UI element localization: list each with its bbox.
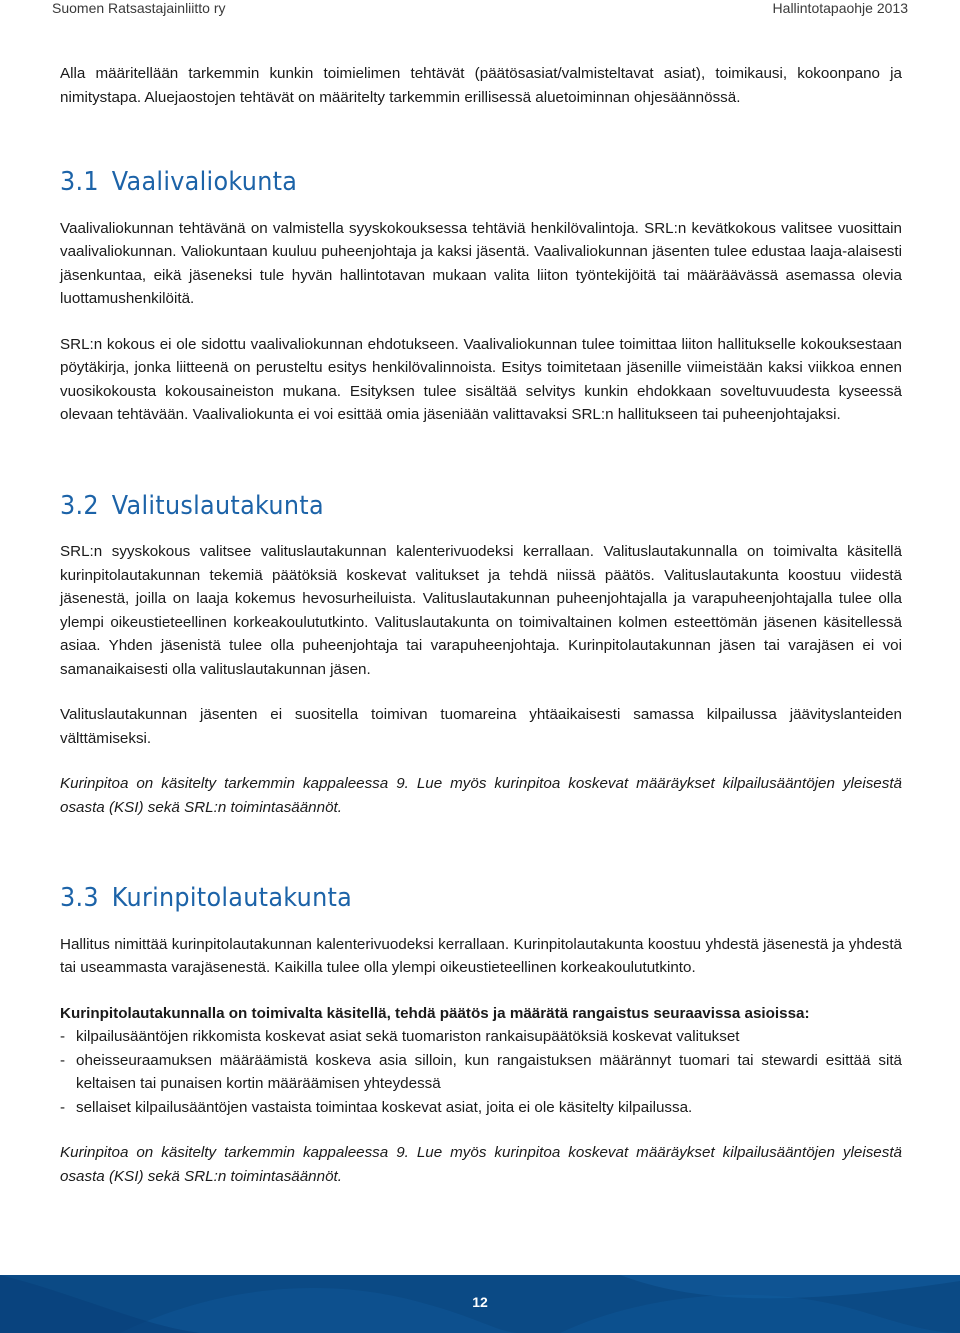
list-item: - sellaiset kilpailusääntöjen vastaista toimintaa koskevat asiat, joita ei ole käsitelty kilpailussa. (60, 1096, 902, 1120)
header-organization: Suomen Ratsastajainliitto ry (52, 0, 226, 16)
body-paragraph: Hallitus nimittää kurinpitolautakunnan kalenterivuodeksi kerrallaan. Kurinpitolautakunta koostuu yhdestä jäsenestä ja yhdestä tai useammasta varajäsenestä. Kaikilla tulee olla ylempi oikeustieteellinen korkeakoulututkinto. (60, 935, 902, 976)
section-kurinpitolautakunta (60, 883, 902, 1188)
section-heading (60, 883, 835, 913)
page-footer (0, 1275, 960, 1333)
section-number: 3.1 (60, 167, 99, 197)
section-number: 3.2 (60, 490, 99, 521)
section-vaalivaliokunta (60, 167, 902, 427)
list-item: - oheisseuraamuksen määräämistä koskeva asia silloin, kun rangaistuksen määrännyt tuomari tai stewardi esittää sitä keltaisen tai punaisen kortin määräämisen yhteydessä (60, 1049, 902, 1096)
dash-list (60, 1025, 902, 1119)
page-header (0, 0, 960, 18)
section-title: Vaalivaliokunta (111, 167, 298, 197)
section-title: Valituslautakunta (111, 490, 324, 521)
body-paragraph: SRL:n kokous ei ole sidottu vaalivaliokunnan ehdotukseen. Vaalivaliokunnan tulee toimittaa liiton hallitukselle kokouksestaan pöytäkirja, jonka liitteenä on perusteltu esitys henkilövalinnoista. Esitys toimitetaan jäsenille viimeistään kaksi viikkoa ennen vuosikokousta kokousaineiston mukana. Esityksen tulee sisältää selvitys kunkin ehdokkaan soveltuvuudesta kyseessä olevaan tehtävään. Vaalivaliokunta ei voi esittää omia jäseniään valittavaksi SRL:n hallitukseen tai puheenjohtajaksi. (60, 335, 902, 423)
body-paragraph: SRL:n syyskokous valitsee valituslautakunnan kalenterivuodeksi kerrallaan. Valituslautakunnalla on toimivalta käsitellä kurinpitolautakunnan tekemiä päätöksiä koskevat valitukset ja tehdä niissä päätös. Valituslautakunta koostuu viidestä jäsenestä, joilla on laaja kokemus hevosurheiluista. Valituslautakunnan puheenjohtajalla ja varapuheenjohtajalla tulee olla ylempi oikeustieteellinen korkeakoulututkinto. Valituslautakunta on toimivaltainen kolmen esteettömän jäsenen käsitellessä asiaa. Yhden jäsenistä tulee olla puheenjohtaja tai varapuheenjohtaja. Kurinpitolautakunnan jäsen tai varajäsen ei voi samanaikaisesti olla valituslautakunnan jäsen. (60, 543, 902, 678)
header-document-title: Hallintotapaohje 2013 (772, 0, 908, 16)
body-paragraph: Vaalivaliokunnan tehtävänä on valmistella syyskokouksessa tehtäviä henkilövalintoja. SRL:n kevätkokous valitsee vuosittain vaalivaliokunnan. Valiokuntaan kuuluu puheenjohtaja ja kaksi jäsentä. Vaalivaliokunnan jäsenten tulee edustaa laaja-alaisesti jäsenkuntaa, eikä jäseneksi tule hyvän hallintotavan mukaan valita liiton työntekijöitä tai määräävässä asemassa olevia luottamushenkilöitä. (60, 219, 902, 307)
section-number: 3.3 (60, 883, 99, 913)
reference-note: Kurinpitoa on käsitelty tarkemmin kappaleessa 9. Lue myös kurinpitoa koskevat määräykset kilpailusääntöjen yleisestä osasta (KSI) sekä SRL:n toimintasäännöt. (60, 775, 902, 816)
body-paragraph: Valituslautakunnan jäsenten ei suositella toimivan tuomareina yhtäaikaisesti samassa kilpailussa jäävityslanteiden välttämiseksi. (60, 706, 902, 747)
list-item: - kilpailusääntöjen rikkomista koskevat asiat sekä tuomariston rankaisupäätöksiä koskevat valitukset (60, 1025, 902, 1049)
page-number: 12 (472, 1294, 488, 1310)
list-heading: Kurinpitolautakunnalla on toimivalta käsitellä, tehdä päätös ja määrätä rangaistus seuraavissa asioissa: (60, 1004, 810, 1022)
section-title: Kurinpitolautakunta (111, 883, 353, 913)
section-valituslautakunta (60, 490, 902, 820)
section-heading (60, 490, 835, 521)
intro-paragraph: Alla määritellään tarkemmin kunkin toimielimen tehtävät (päätösasiat/valmisteltavat asiat), toimikausi, kokoonpano ja nimitystapa. Aluejaostojen tehtävät on määritelty tarkemmin erillisessä aluetoiminnan ohjesäännössä. (60, 65, 902, 106)
section-heading (60, 167, 835, 197)
reference-note: Kurinpitoa on käsitelty tarkemmin kappaleessa 9. Lue myös kurinpitoa koskevat määräykset kilpailusääntöjen yleisestä osasta (KSI) sekä SRL:n toimintasäännöt. (60, 1144, 902, 1185)
page-content (60, 62, 902, 1188)
